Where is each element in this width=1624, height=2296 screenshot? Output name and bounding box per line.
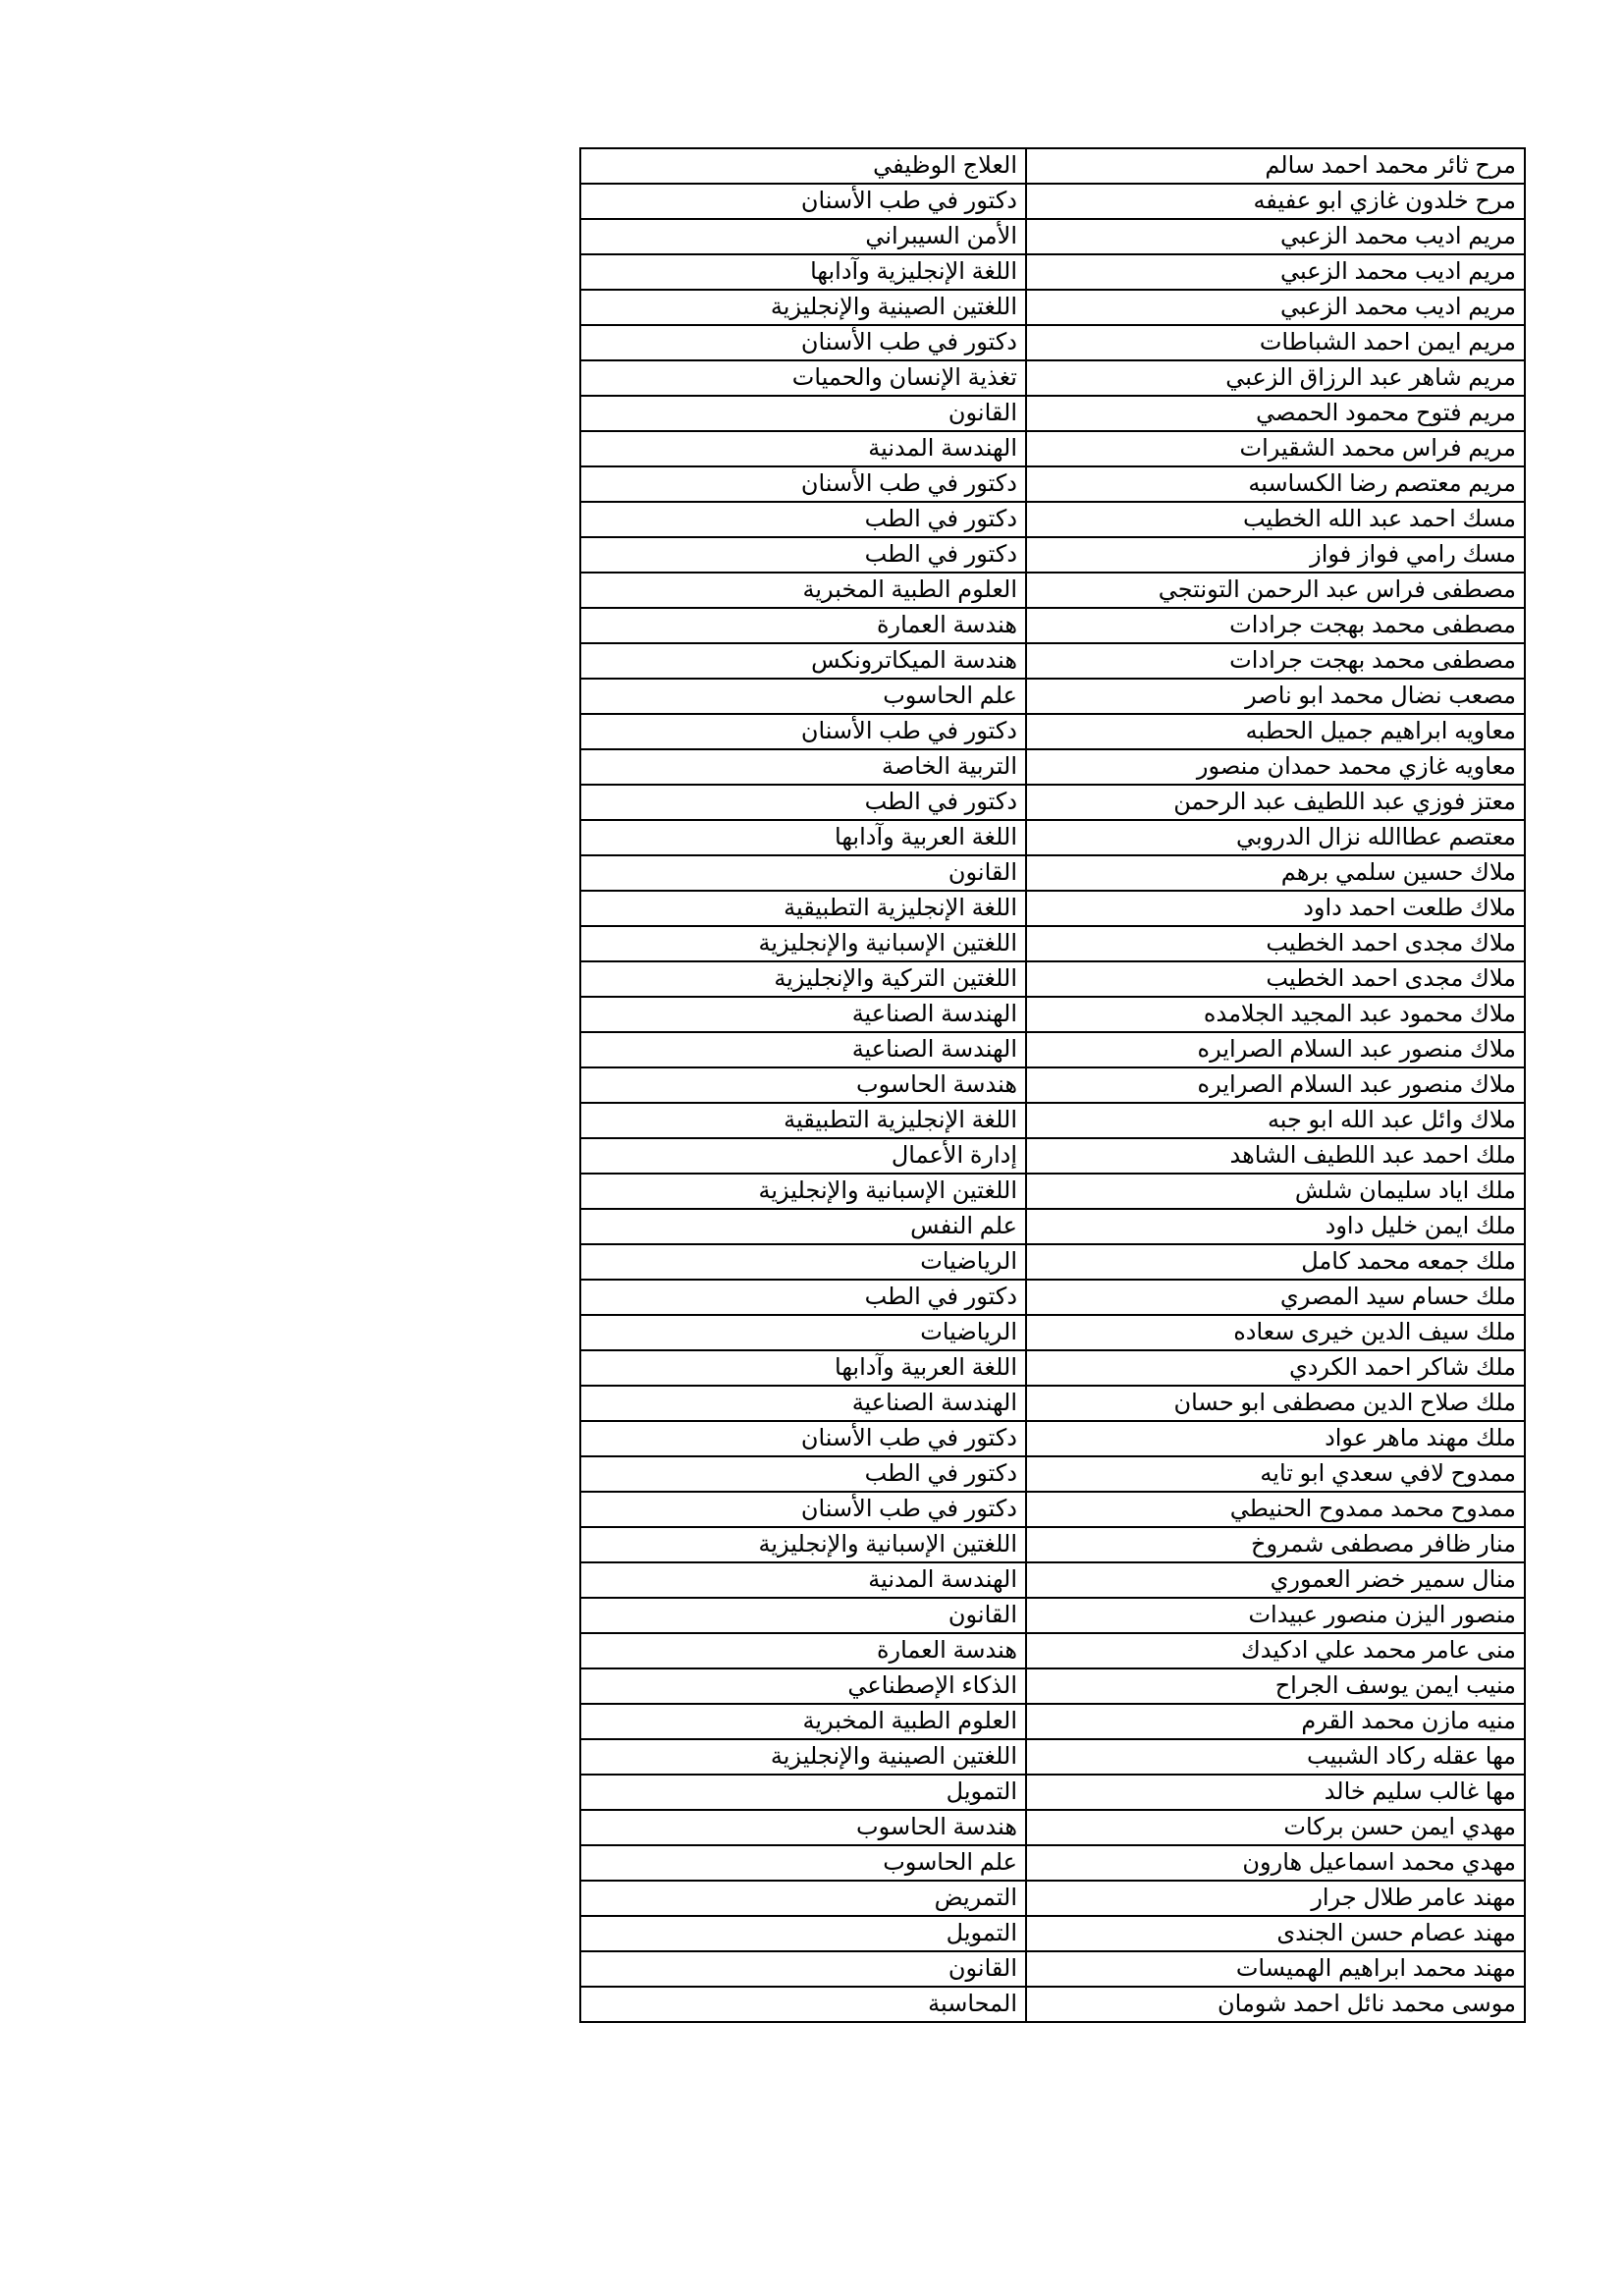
table-row <box>580 431 1525 466</box>
major-cell: علم الحاسوب <box>580 679 1026 714</box>
student-name-cell: ملك شاكر احمد الكردي <box>1026 1350 1525 1386</box>
student-name-cell: ملاك طلعت احمد داود <box>1026 891 1525 926</box>
table-row <box>580 502 1525 537</box>
table-row <box>580 1704 1525 1739</box>
major-cell: اللغتين الصينية والإنجليزية <box>580 1739 1026 1775</box>
major-cell: دكتور في الطب <box>580 785 1026 820</box>
table-row <box>580 1987 1525 2022</box>
student-name-cell: مريم شاهر عبد الرزاق الزعبي <box>1026 360 1525 396</box>
student-name-cell: مسك احمد عبد الله الخطيب <box>1026 502 1525 537</box>
table-row <box>580 1067 1525 1103</box>
student-name-cell: موسى محمد نائل احمد شومان <box>1026 1987 1525 2022</box>
student-name-cell: ملاك حسين سلمي برهم <box>1026 855 1525 891</box>
student-name-cell: مصطفى محمد بهجت جرادات <box>1026 608 1525 643</box>
major-cell: اللغتين الإسبانية والإنجليزية <box>580 1174 1026 1209</box>
table-row <box>580 1527 1525 1562</box>
major-cell: دكتور في طب الأسنان <box>580 184 1026 219</box>
table-row <box>580 1881 1525 1916</box>
table-row <box>580 749 1525 785</box>
table-row <box>580 219 1525 254</box>
major-cell: هندسة الحاسوب <box>580 1810 1026 1845</box>
major-cell: علم النفس <box>580 1209 1026 1244</box>
student-name-cell: ملاك مجدى احمد الخطيب <box>1026 961 1525 997</box>
table-row <box>580 855 1525 891</box>
student-name-cell: ممدوح محمد ممدوح الحنيطي <box>1026 1492 1525 1527</box>
table-row <box>580 1386 1525 1421</box>
table-row <box>580 1739 1525 1775</box>
student-name-cell: مريم معتصم رضا الكساسبه <box>1026 466 1525 502</box>
table-row <box>580 325 1525 360</box>
table-row <box>580 1103 1525 1138</box>
table-row <box>580 1032 1525 1067</box>
student-name-cell: ملك مهند ماهر عواد <box>1026 1421 1525 1456</box>
student-name-cell: مهند عامر طلال جرار <box>1026 1881 1525 1916</box>
table-row <box>580 1633 1525 1668</box>
major-cell: العلوم الطبية المخبرية <box>580 1704 1026 1739</box>
student-name-cell: مرح خلدون غازي ابو عفيفه <box>1026 184 1525 219</box>
table-row <box>580 573 1525 608</box>
table-row <box>580 1668 1525 1704</box>
major-cell: الرياضيات <box>580 1244 1026 1280</box>
student-name-cell: ملاك منصور عبد السلام الصرايره <box>1026 1067 1525 1103</box>
table-row <box>580 466 1525 502</box>
major-cell: التمريض <box>580 1881 1026 1916</box>
table-row <box>580 1456 1525 1492</box>
major-cell: دكتور في طب الأسنان <box>580 1421 1026 1456</box>
table-row <box>580 360 1525 396</box>
student-name-cell: منى عامر محمد علي ادكيدك <box>1026 1633 1525 1668</box>
table-row <box>580 1951 1525 1987</box>
major-cell: هندسة الحاسوب <box>580 1067 1026 1103</box>
major-cell: إدارة الأعمال <box>580 1138 1026 1174</box>
student-name-cell: ملك جمعه محمد كامل <box>1026 1244 1525 1280</box>
major-cell: دكتور في الطب <box>580 502 1026 537</box>
student-name-cell: مصطفى محمد بهجت جرادات <box>1026 643 1525 679</box>
major-cell: العلوم الطبية المخبرية <box>580 573 1026 608</box>
student-name-cell: ملاك منصور عبد السلام الصرايره <box>1026 1032 1525 1067</box>
table-row <box>580 997 1525 1032</box>
table-row <box>580 961 1525 997</box>
student-name-cell: ملك اياد سليمان شلش <box>1026 1174 1525 1209</box>
major-cell: اللغة الإنجليزية التطبيقية <box>580 1103 1026 1138</box>
major-cell: هندسة العمارة <box>580 1633 1026 1668</box>
table-row <box>580 714 1525 749</box>
student-name-cell: منال سمير خضر العموري <box>1026 1562 1525 1598</box>
table-row <box>580 148 1525 184</box>
major-cell: دكتور في طب الأسنان <box>580 714 1026 749</box>
major-cell: دكتور في طب الأسنان <box>580 325 1026 360</box>
results-table-body <box>580 148 1525 2022</box>
student-name-cell: مصعب نضال محمد ابو ناصر <box>1026 679 1525 714</box>
student-name-cell: مصطفى فراس عبد الرحمن التونتجي <box>1026 573 1525 608</box>
major-cell: القانون <box>580 396 1026 431</box>
major-cell: دكتور في طب الأسنان <box>580 466 1026 502</box>
table-row <box>580 254 1525 290</box>
student-name-cell: مهند محمد ابراهيم الهميسات <box>1026 1951 1525 1987</box>
student-name-cell: ملك احمد عبد اللطيف الشاهد <box>1026 1138 1525 1174</box>
major-cell: العلاج الوظيفي <box>580 148 1026 184</box>
major-cell: اللغة العربية وآدابها <box>580 1350 1026 1386</box>
major-cell: هندسة الميكاترونكس <box>580 643 1026 679</box>
major-cell: اللغتين الصينية والإنجليزية <box>580 290 1026 325</box>
results-table-container <box>579 147 1516 2023</box>
major-cell: التمويل <box>580 1916 1026 1951</box>
major-cell: الهندسة الصناعية <box>580 997 1026 1032</box>
table-row <box>580 290 1525 325</box>
student-name-cell: ممدوح لافي سعدي ابو تايه <box>1026 1456 1525 1492</box>
table-row <box>580 1598 1525 1633</box>
results-table <box>579 147 1526 2023</box>
major-cell: تغذية الإنسان والحميات <box>580 360 1026 396</box>
major-cell: دكتور في الطب <box>580 1280 1026 1315</box>
major-cell: المحاسبة <box>580 1987 1026 2022</box>
table-row <box>580 1562 1525 1598</box>
major-cell: الهندسة المدنية <box>580 431 1026 466</box>
table-row <box>580 926 1525 961</box>
table-row <box>580 537 1525 573</box>
student-name-cell: مها عقله ركاد الشبيب <box>1026 1739 1525 1775</box>
student-name-cell: منيه مازن محمد القرم <box>1026 1704 1525 1739</box>
major-cell: دكتور في طب الأسنان <box>580 1492 1026 1527</box>
major-cell: الذكاء الإصطناعي <box>580 1668 1026 1704</box>
student-name-cell: ملك سيف الدين خيرى سعاده <box>1026 1315 1525 1350</box>
student-name-cell: ملاك مجدى احمد الخطيب <box>1026 926 1525 961</box>
student-name-cell: مهند عصام حسن الجندى <box>1026 1916 1525 1951</box>
major-cell: علم الحاسوب <box>580 1845 1026 1881</box>
table-row <box>580 785 1525 820</box>
major-cell: اللغتين التركية والإنجليزية <box>580 961 1026 997</box>
student-name-cell: مريم اديب محمد الزعبي <box>1026 290 1525 325</box>
student-name-cell: مريم فتوح محمود الحمصي <box>1026 396 1525 431</box>
student-name-cell: منصور اليزن منصور عبيدات <box>1026 1598 1525 1633</box>
major-cell: اللغة الإنجليزية وآدابها <box>580 254 1026 290</box>
table-row <box>580 1174 1525 1209</box>
major-cell: هندسة العمارة <box>580 608 1026 643</box>
table-row <box>580 396 1525 431</box>
table-row <box>580 1315 1525 1350</box>
major-cell: اللغة الإنجليزية التطبيقية <box>580 891 1026 926</box>
table-row <box>580 1492 1525 1527</box>
major-cell: اللغتين الإسبانية والإنجليزية <box>580 1527 1026 1562</box>
major-cell: دكتور في الطب <box>580 1456 1026 1492</box>
student-name-cell: معتصم عطاالله نزال الدروبي <box>1026 820 1525 855</box>
major-cell: اللغة العربية وآدابها <box>580 820 1026 855</box>
student-name-cell: منيب ايمن يوسف الجراح <box>1026 1668 1525 1704</box>
table-row <box>580 1280 1525 1315</box>
table-row <box>580 1350 1525 1386</box>
student-name-cell: مريم اديب محمد الزعبي <box>1026 219 1525 254</box>
student-name-cell: مريم ايمن احمد الشباطات <box>1026 325 1525 360</box>
student-name-cell: مهدي محمد اسماعيل هارون <box>1026 1845 1525 1881</box>
table-row <box>580 679 1525 714</box>
table-row <box>580 1775 1525 1810</box>
major-cell: الهندسة المدنية <box>580 1562 1026 1598</box>
student-name-cell: ملك ايمن خليل داود <box>1026 1209 1525 1244</box>
student-name-cell: مها غالب سليم خالد <box>1026 1775 1525 1810</box>
student-name-cell: ملاك وائل عبد الله ابو جبه <box>1026 1103 1525 1138</box>
student-name-cell: معتز فوزي عبد اللطيف عبد الرحمن <box>1026 785 1525 820</box>
major-cell: الرياضيات <box>580 1315 1026 1350</box>
student-name-cell: مريم اديب محمد الزعبي <box>1026 254 1525 290</box>
major-cell: دكتور في الطب <box>580 537 1026 573</box>
major-cell: اللغتين الإسبانية والإنجليزية <box>580 926 1026 961</box>
student-name-cell: مريم فراس محمد الشقيرات <box>1026 431 1525 466</box>
student-name-cell: ملاك محمود عبد المجيد الجلامده <box>1026 997 1525 1032</box>
table-row <box>580 1138 1525 1174</box>
table-row <box>580 1421 1525 1456</box>
table-row <box>580 1244 1525 1280</box>
table-row <box>580 1209 1525 1244</box>
student-name-cell: مهدي ايمن حسن بركات <box>1026 1810 1525 1845</box>
major-cell: الهندسة الصناعية <box>580 1032 1026 1067</box>
student-name-cell: معاويه ابراهيم جميل الحطبه <box>1026 714 1525 749</box>
student-name-cell: ملك حسام سيد المصري <box>1026 1280 1525 1315</box>
table-row <box>580 608 1525 643</box>
major-cell: التمويل <box>580 1775 1026 1810</box>
table-row <box>580 820 1525 855</box>
table-row <box>580 643 1525 679</box>
major-cell: الهندسة الصناعية <box>580 1386 1026 1421</box>
major-cell: القانون <box>580 1598 1026 1633</box>
table-row <box>580 184 1525 219</box>
student-name-cell: مرح ثائر محمد احمد سالم <box>1026 148 1525 184</box>
major-cell: التربية الخاصة <box>580 749 1026 785</box>
table-row <box>580 1916 1525 1951</box>
table-row <box>580 1810 1525 1845</box>
major-cell: القانون <box>580 1951 1026 1987</box>
table-row <box>580 1845 1525 1881</box>
student-name-cell: منار ظافر مصطفى شمروخ <box>1026 1527 1525 1562</box>
student-name-cell: ملك صلاح الدين مصطفى ابو حسان <box>1026 1386 1525 1421</box>
student-name-cell: معاويه غازي محمد حمدان منصور <box>1026 749 1525 785</box>
student-name-cell: مسك رامي فواز فواز <box>1026 537 1525 573</box>
major-cell: الأمن السيبراني <box>580 219 1026 254</box>
major-cell: القانون <box>580 855 1026 891</box>
table-row <box>580 891 1525 926</box>
